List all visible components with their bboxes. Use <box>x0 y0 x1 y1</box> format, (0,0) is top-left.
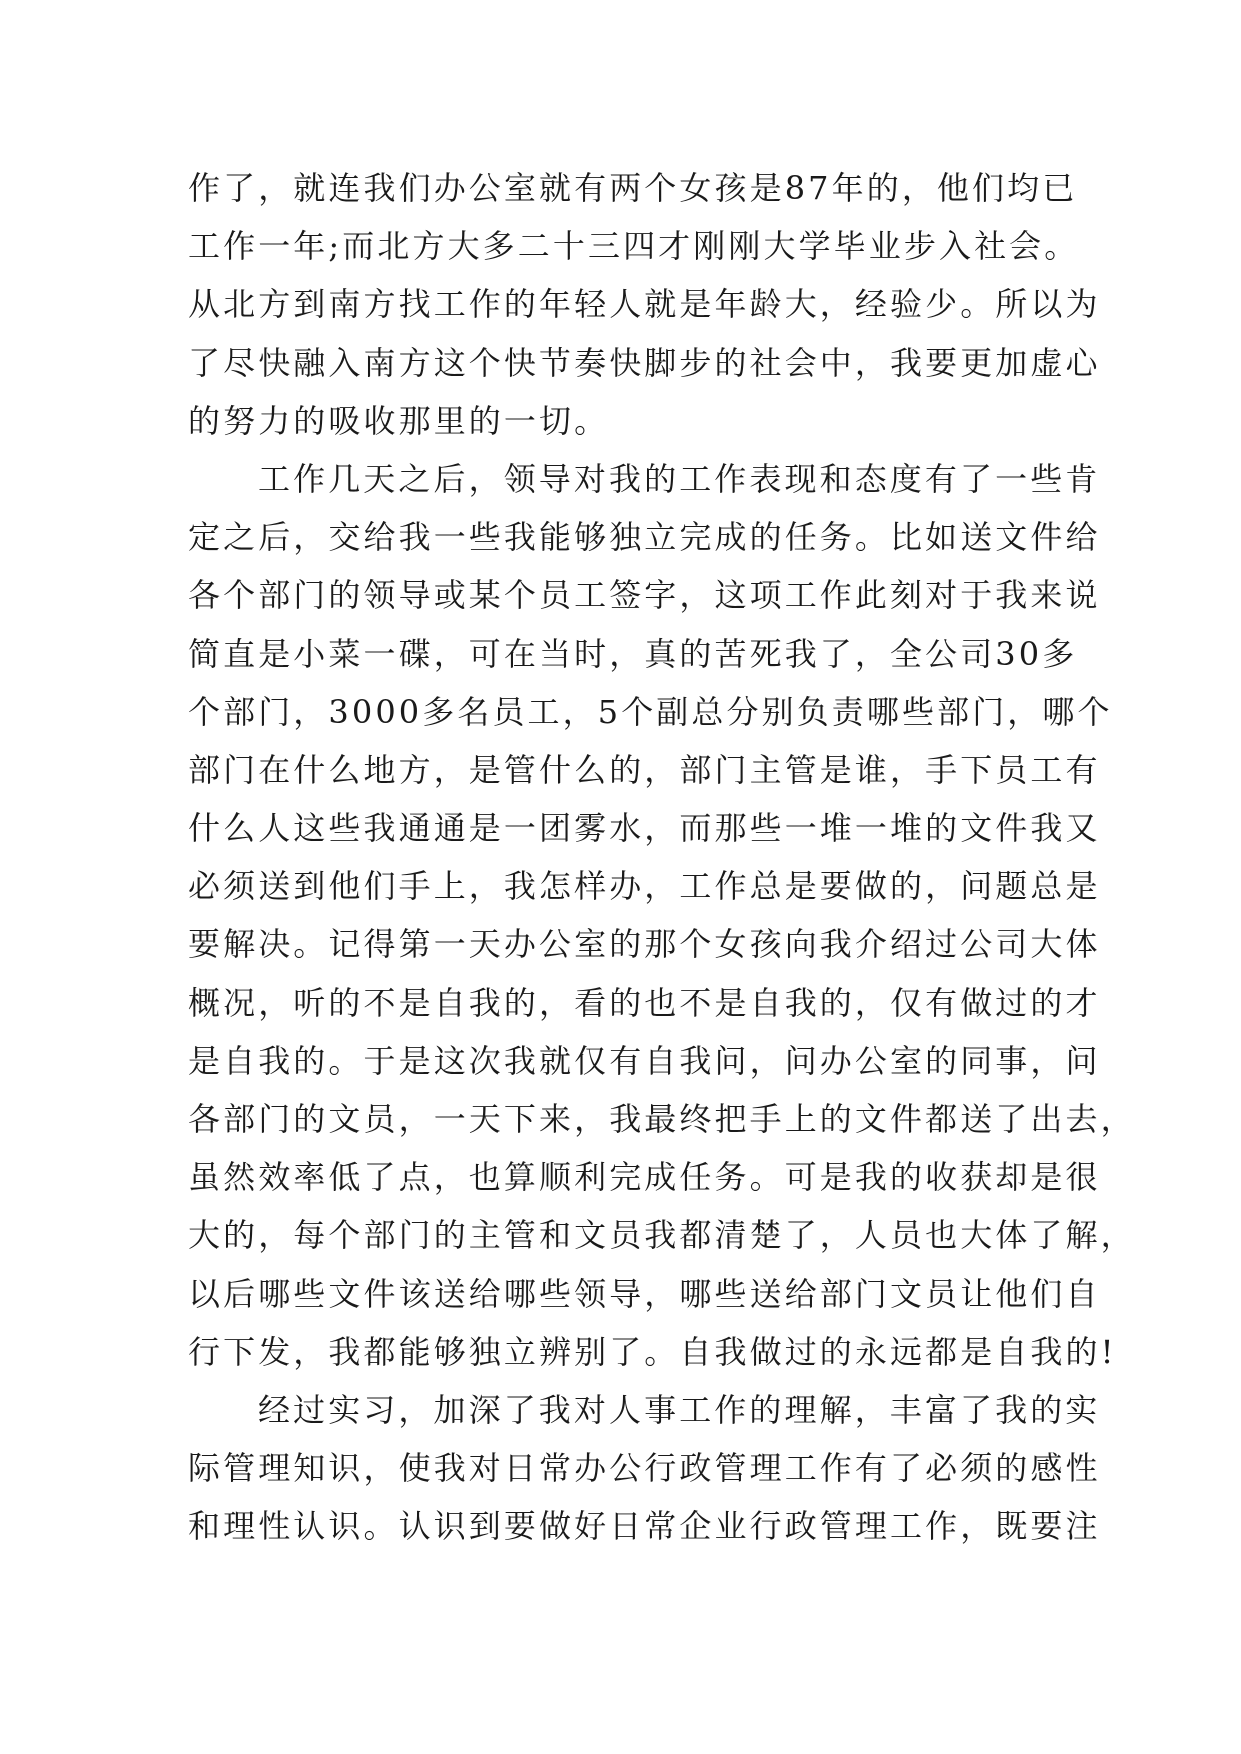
text-line: 简直是小菜一碟，可在当时，真的苦死我了，全公司30多 <box>188 634 1078 673</box>
text-line: 个部门，3000多名员工，5个副总分别负责哪些部门，哪个 <box>188 692 1113 731</box>
paragraph-first-line: 经过实习，加深了我对人事工作的理解，丰富了我的实 <box>258 1390 1101 1429</box>
text-line: 行下发，我都能够独立辨别了。自我做过的永远都是自我的! <box>188 1332 1117 1371</box>
text-line: 什么人这些我通通是一团雾水，而那些一堆一堆的文件我又 <box>188 809 1101 848</box>
text-line: 了尽快融入南方这个快节奏快脚步的社会中，我要更加虚心 <box>188 343 1101 382</box>
text-line: 以后哪些文件该送给哪些领导，哪些送给部门文员让他们自 <box>188 1274 1101 1313</box>
text-line: 虽然效率低了点，也算顺利完成任务。可是我的收获却是很 <box>188 1158 1101 1197</box>
text-line: 要解决。记得第一天办公室的那个女孩向我介绍过公司大体 <box>188 925 1101 964</box>
text-line: 是自我的。于是这次我就仅有自我问，问办公室的同事，问 <box>188 1041 1101 1080</box>
text-line: 的努力的吸收那里的一切。 <box>188 401 610 440</box>
text-line: 工作一年;而北方大多二十三四才刚刚大学毕业步入社会。 <box>188 227 1080 266</box>
text-line: 从北方到南方找工作的年轻人就是年龄大，经验少。所以为 <box>188 285 1101 324</box>
body-text <box>188 159 1136 1556</box>
text-line: 和理性认识。认识到要做好日常企业行政管理工作，既要注 <box>188 1507 1101 1546</box>
text-line: 作了，就连我们办公室就有两个女孩是87年的，他们均已 <box>188 169 1078 207</box>
text-line: 各部门的文员，一天下来，我最终把手上的文件都送了出去， <box>188 1100 1136 1138</box>
text-line: 概况，听的不是自我的，看的也不是自我的，仅有做过的才 <box>188 983 1101 1022</box>
text-line: 大的，每个部门的主管和文员我都清楚了，人员也大体了解， <box>188 1216 1136 1255</box>
text-line: 必须送到他们手上，我怎样办，工作总是要做的，问题总是 <box>188 867 1101 906</box>
text-line: 定之后，交给我一些我能够独立完成的任务。比如送文件给 <box>188 518 1101 557</box>
paragraph-first-line: 工作几天之后，领导对我的工作表现和态度有了一些肯 <box>258 459 1101 498</box>
text-line: 际管理知识，使我对日常办公行政管理工作有了必须的感性 <box>188 1449 1101 1488</box>
text-line: 部门在什么地方，是管什么的，部门主管是谁，手下员工有 <box>188 750 1101 789</box>
text-line: 各个部门的领导或某个员工签字，这项工作此刻对于我来说 <box>188 576 1101 615</box>
